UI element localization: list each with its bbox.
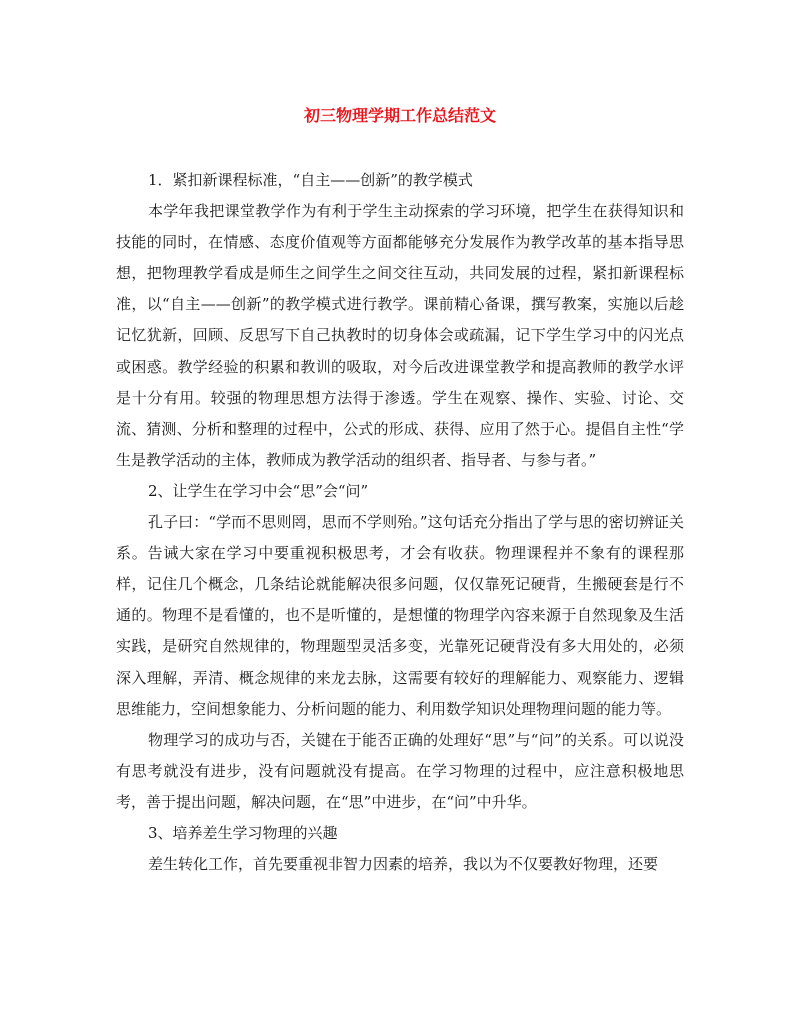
document-title: 初三物理学期工作总结范文 (303, 106, 496, 125)
section-heading: 3、培养差生学习物理的兴趣 (148, 823, 338, 842)
section-heading: 2、让学生在学习中会“思”会“问” (148, 481, 369, 500)
paragraph: 物理学习的成功与否，关键在于能否正确的处理好“思”与“问”的关系。可以说没有思考就没有进步，没有问题就没有提高。在学习物理的过程中，应注意积极地思考，善于提出问题，解决问题，在“思”中进步，在“问”中升华。 (116, 730, 684, 811)
paragraph: 孔子曰：“学而不思则罔，思而不学则殆。”这句话充分指出了学与思的密切辨证关系。告诫大家在学习中要重视积极思考，才会有收获。物理课程并不象有的课程那样，记住几个概念，几条结论就能解决很多问题，仅仅靠死记硬背，生搬硬套是行不通的。物理不是看懂的，也不是听懂的，是想懂的物理学內容来源于自然现象及生活实践，是研究自然规律的，物理题型灵活多变，光靠死记硬背没有多大用处的，必须深入理解，弄清、概念规律的来龙去脉，这需要有较好的理解能力、观察能力、逻辑思维能力，空间想象能力、分析问题的能力、利用数学知识处理物理问题的能力等。 (116, 513, 684, 718)
paragraph: 本学年我把课堂教学作为有利于学生主动探索的学习环境，把学生在获得知识和技能的同时，在情感、态度价值观等方面都能够充分发展作为教学改革的基本指导思想，把物理教学看成是师生之间学生之间交往互动，共同发展的过程，紧扣新课程标准，以“自主——创新”的教学模式进行教学。课前精心备课，撰写教案，实施以后趁记忆犹新，回顾、反思写下自己执教时的切身体会或疏漏，记下学生学习中的闪光点或困惑。教学经验的积累和教训的吸取，对今后改进课堂教学和提高教师的教学水评是十分有用。较强的物理思想方法得于渗透。学生在观察、操作、实验、讨论、交流、猜测、分析和整理的过程中，公式的形成、获得、应用了然于心。提倡自主性“学生是教学活动的主体，教师成为教学活动的组织者、指导者、与参与者。” (116, 202, 684, 469)
section-heading: 1．紧扣新课程标准，“自主——创新”的教学模式 (148, 171, 473, 189)
document-body (116, 165, 684, 880)
paragraph: 差生转化工作，首先要重视非智力因素的培养，我以为不仅要教好物理，还要 (148, 855, 659, 874)
